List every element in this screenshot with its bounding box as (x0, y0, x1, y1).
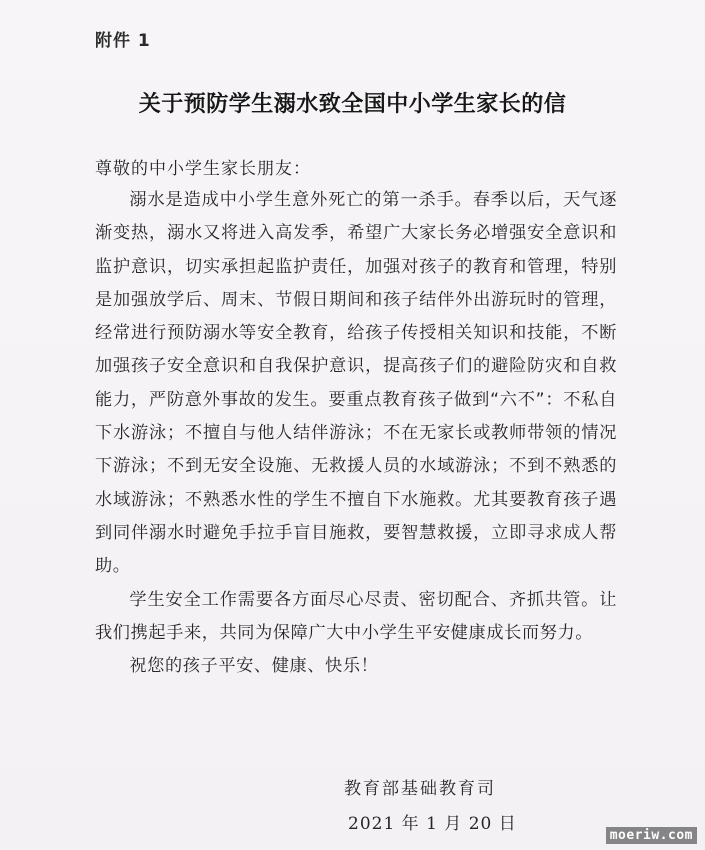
paragraph-cooperation: 学生安全工作需要各方面尽心尽责、密切配合、齐抓共管。让我们携起手来，共同为保障广大中小学生平安健康成长而努力。 (95, 589, 617, 643)
date: 2021 年 1 月 20 日 (348, 814, 517, 834)
watermark: moeriw.com (606, 827, 697, 844)
page-title: 关于预防学生溺水致全国中小学生家长的信 (138, 91, 567, 117)
paragraph-wishes: 祝您的孩子平安、健康、快乐！ (129, 656, 379, 677)
salutation: 尊敬的中小学生家长朋友： (95, 159, 311, 179)
signature: 教育部基础教育司 (344, 779, 496, 799)
attachment-label: 附件 1 (95, 31, 151, 51)
paragraph-main: 溺水是造成中小学生意外死亡的第一杀手。春季以后，天气逐渐变热，溺水又将进入高发季，希望广大家长务必增强安全意识和监护意识，切实承担起监护责任，加强对孩子的教育和管理，特别是加强放学后、周末、节假日期间和孩子结伴外出游玩时的管理，经常进行预防溺水等安全教育，给孩子传授相关知识和技能，不断加强孩子安全意识和自我保护意识，提高孩子们的避险防灾和自救能力，严防意外事故的发生。要重点教育孩子做到“六不”：不私自下水游泳；不擅自与他人结伴游泳；不在无家长或教师带领的情况下游泳；不到无安全设施、无救援人员的水域游泳；不到不熟悉的水域游泳；不熟悉水性的学生不擅自下水施救。尤其要教育孩子遇到同伴溺水时避免手拉手盲目施救，要智慧救援，立即寻求成人帮助。 (95, 190, 617, 577)
letter-body (95, 184, 617, 683)
